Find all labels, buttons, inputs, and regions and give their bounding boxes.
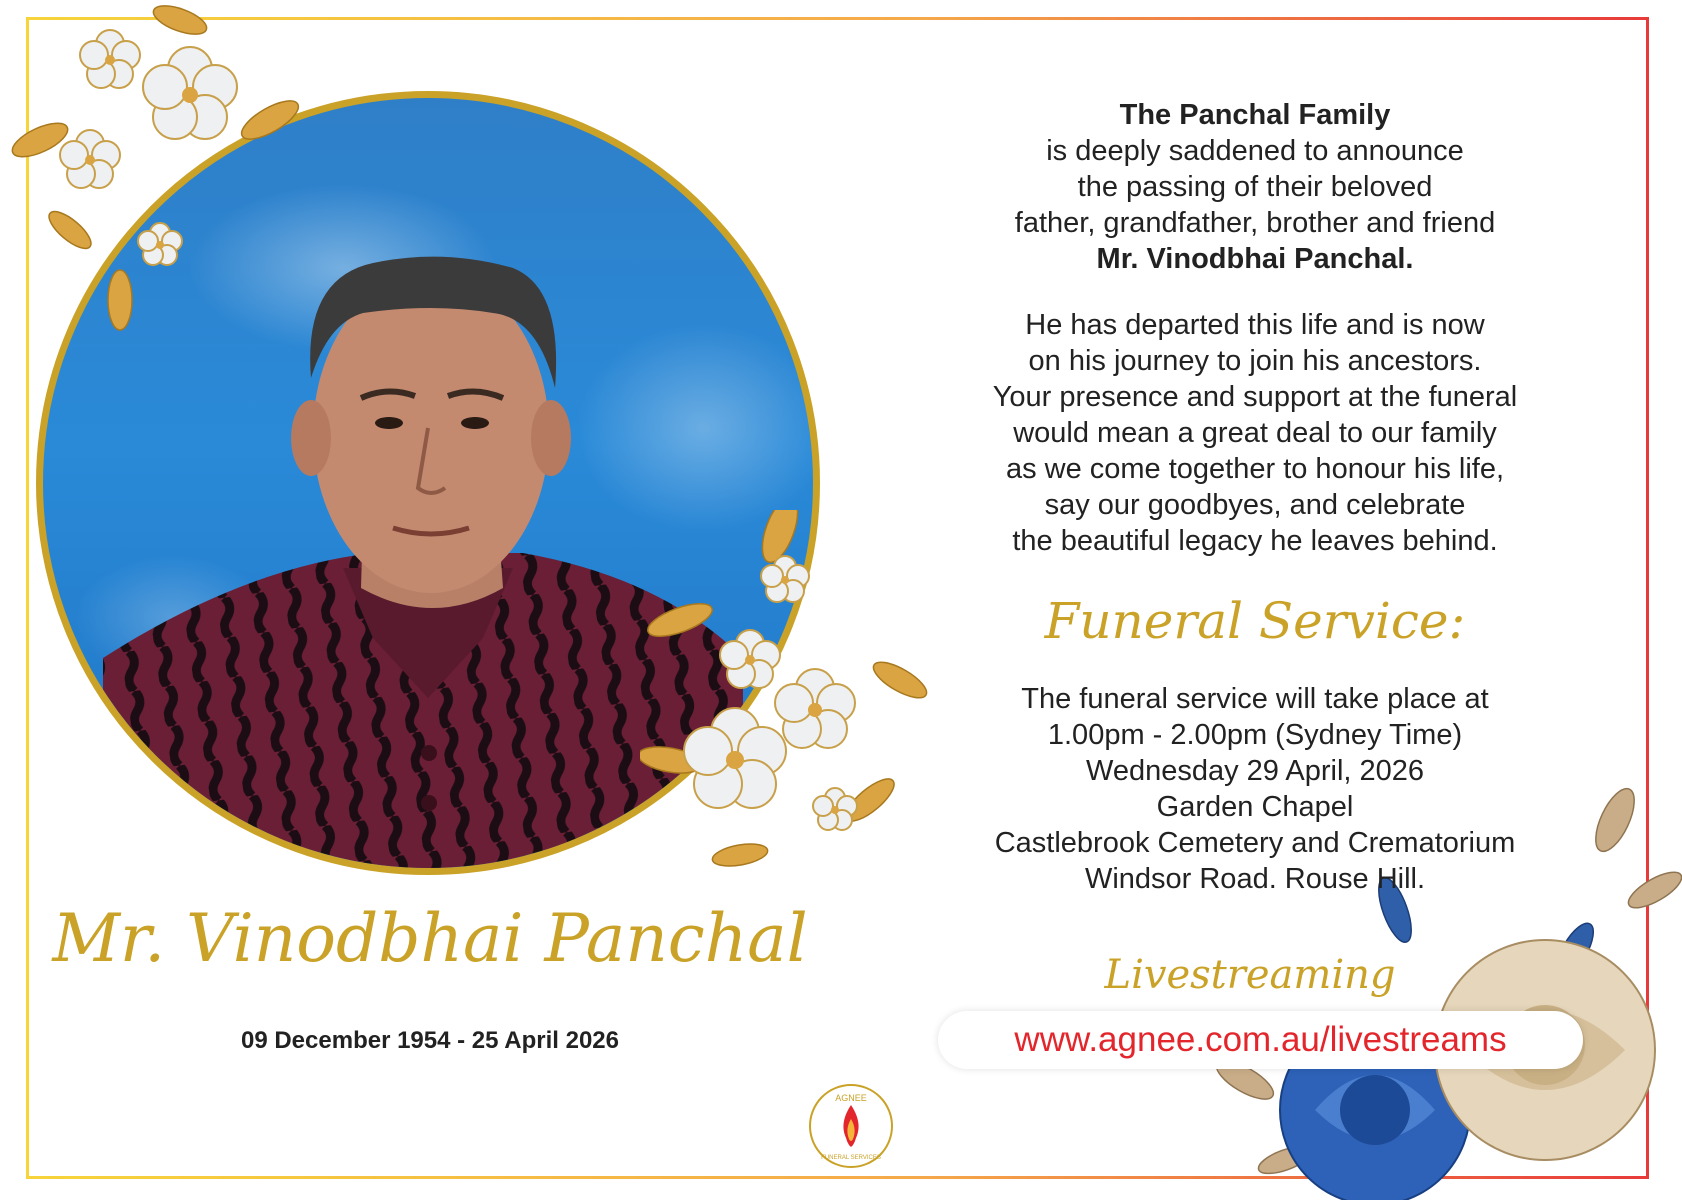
announcement-line: Your presence and support at the funeral: [992, 381, 1518, 413]
service-address: Windsor Road. Rouse Hill.: [1084, 863, 1426, 895]
agnee-logo: [808, 1083, 894, 1169]
life-dates: 09 December 1954 - 25 April 2026: [240, 1027, 619, 1054]
deceased-name-script: Mr. Vinodbhai Panchal: [52, 900, 808, 977]
service-date: Wednesday 29 April, 2026: [1085, 755, 1425, 787]
service-location: Castlebrook Cemetery and Crematorium: [994, 827, 1516, 859]
livestream-link[interactable]: www.agnee.com.au/livestreams: [938, 1011, 1583, 1069]
announcement-line: is deeply saddened to announce: [1046, 135, 1464, 167]
announcement-line: on his journey to join his ancestors.: [1028, 345, 1482, 377]
service-line: The funeral service will take place at: [1021, 683, 1489, 715]
announcement-line: the beautiful legacy he leaves behind.: [1012, 525, 1498, 557]
service-details: [905, 681, 1605, 897]
logo-bottom-text: FUNERAL SERVICES: [821, 1155, 881, 1161]
family-name: The Panchal Family: [1119, 99, 1391, 131]
service-time: 1.00pm - 2.00pm (Sydney Time): [1047, 719, 1463, 751]
announcement-line: father, grandfather, brother and friend: [1014, 207, 1496, 239]
announcement-line: say our goodbyes, and celebrate: [1044, 489, 1466, 521]
flower-cluster-top-left-icon: [0, 0, 320, 340]
flower-cluster-portrait-right-icon: [640, 510, 930, 880]
announcement-line: would mean a great deal to our family: [1013, 417, 1497, 449]
livestreaming-label: Livestreaming: [1104, 952, 1396, 998]
funeral-service-heading: Funeral Service:: [1044, 592, 1466, 650]
announcement-line: the passing of their beloved: [1077, 171, 1433, 203]
announcement-line: as we come together to honour his life,: [1005, 453, 1505, 485]
service-venue: Garden Chapel: [1156, 791, 1354, 823]
deceased-name-inline: Mr. Vinodbhai Panchal.: [1096, 243, 1414, 275]
logo-top-text: AGNEE: [835, 1093, 867, 1103]
announcement-line: He has departed this life and is now: [1025, 309, 1485, 341]
announcement-text: [905, 97, 1605, 559]
